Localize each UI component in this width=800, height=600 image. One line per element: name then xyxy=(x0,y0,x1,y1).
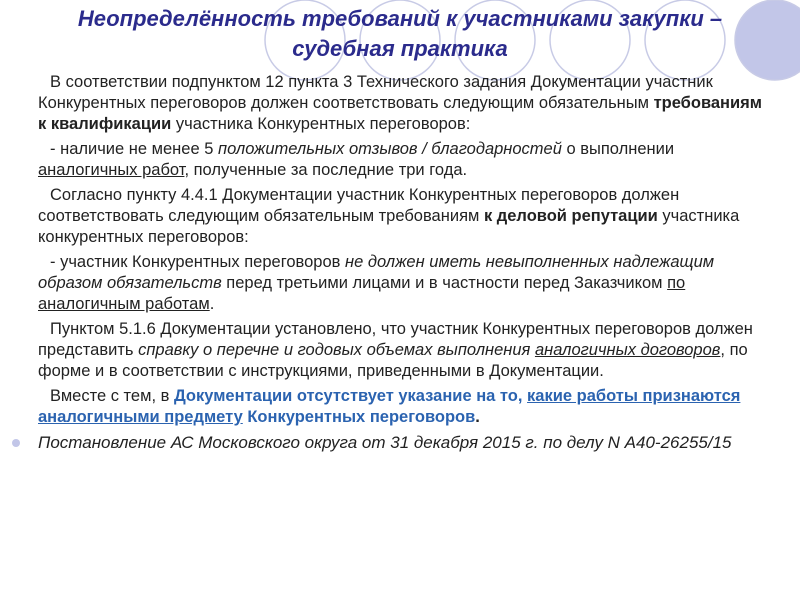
text-run: , по форме и в соответствии с инструкциями, приведенными в Документации. xyxy=(38,341,748,380)
title-line-1: Неопределённость требований к участниками закупки – xyxy=(77,6,723,31)
text-run: , полученные за последние три года. xyxy=(184,161,468,179)
paragraph-conclusion xyxy=(38,386,770,428)
court-decision-text: Постановление АС Московского округа от 31 декабря 2015 г. по делу N А40-26255/15 xyxy=(38,433,732,452)
text-run: перед третьими лицами и в частности перед Заказчиком xyxy=(221,274,668,292)
text-run: - участник Конкурентных переговоров xyxy=(50,253,345,271)
italic-text: положительных отзывов / благодарностей xyxy=(218,140,562,158)
text-run: Согласно пункту 4.4.1 Документации участник Конкурентных переговоров должен соответствовать следующим обязательным требованиям xyxy=(38,186,680,225)
underlined-text: по аналогичным работам xyxy=(38,274,686,313)
italic-text: не должен иметь невыполненных надлежащим образом обязательств xyxy=(38,253,715,292)
text-run: . xyxy=(209,295,215,313)
paragraph-reviews xyxy=(38,139,770,181)
text-run: Пунктом 5.1.6 Документации установлено, что участник Конкурентных переговоров должен представить xyxy=(38,320,753,359)
bold-text: к деловой репутации xyxy=(483,207,658,225)
blue-bold-text: Документации отсутствует указание на то, xyxy=(173,387,528,405)
bullet-dot-icon xyxy=(12,439,20,447)
italic-text: справку о перечне и годовых объемах выполнения xyxy=(138,341,535,359)
text-run: участника конкурентных переговоров: xyxy=(38,207,740,246)
paragraph-certificate xyxy=(38,319,770,382)
paragraph-obligations xyxy=(38,252,770,315)
text-run: о выполнении xyxy=(561,140,675,158)
text-run: - наличие не менее 5 xyxy=(50,140,218,158)
blue-bold-underlined-text: какие работы признаются аналогичными предмету xyxy=(38,387,741,426)
text-run: участника Конкурентных переговоров: xyxy=(171,115,471,133)
court-decision-bullet xyxy=(38,432,770,454)
slide-body xyxy=(38,72,770,454)
blue-bold-text: Конкурентных переговоров xyxy=(242,408,476,426)
text-run: Вместе с тем, в xyxy=(50,387,174,405)
italic-underlined-text: аналогичных договоров xyxy=(534,341,721,359)
underlined-text: аналогичных работ xyxy=(38,161,185,179)
paragraph-qualification xyxy=(38,72,770,135)
text-run: В соответствии подпунктом 12 пункта 3 Технического задания Документации участник Конкурентных переговоров должен соответствовать следующим обязательным xyxy=(38,73,713,112)
title-line-2: судебная практика xyxy=(292,36,508,61)
bold-text: требованиям к квалификации xyxy=(38,94,762,133)
bold-text: . xyxy=(475,408,480,426)
paragraph-reputation xyxy=(38,185,770,248)
slide-title xyxy=(20,4,780,64)
